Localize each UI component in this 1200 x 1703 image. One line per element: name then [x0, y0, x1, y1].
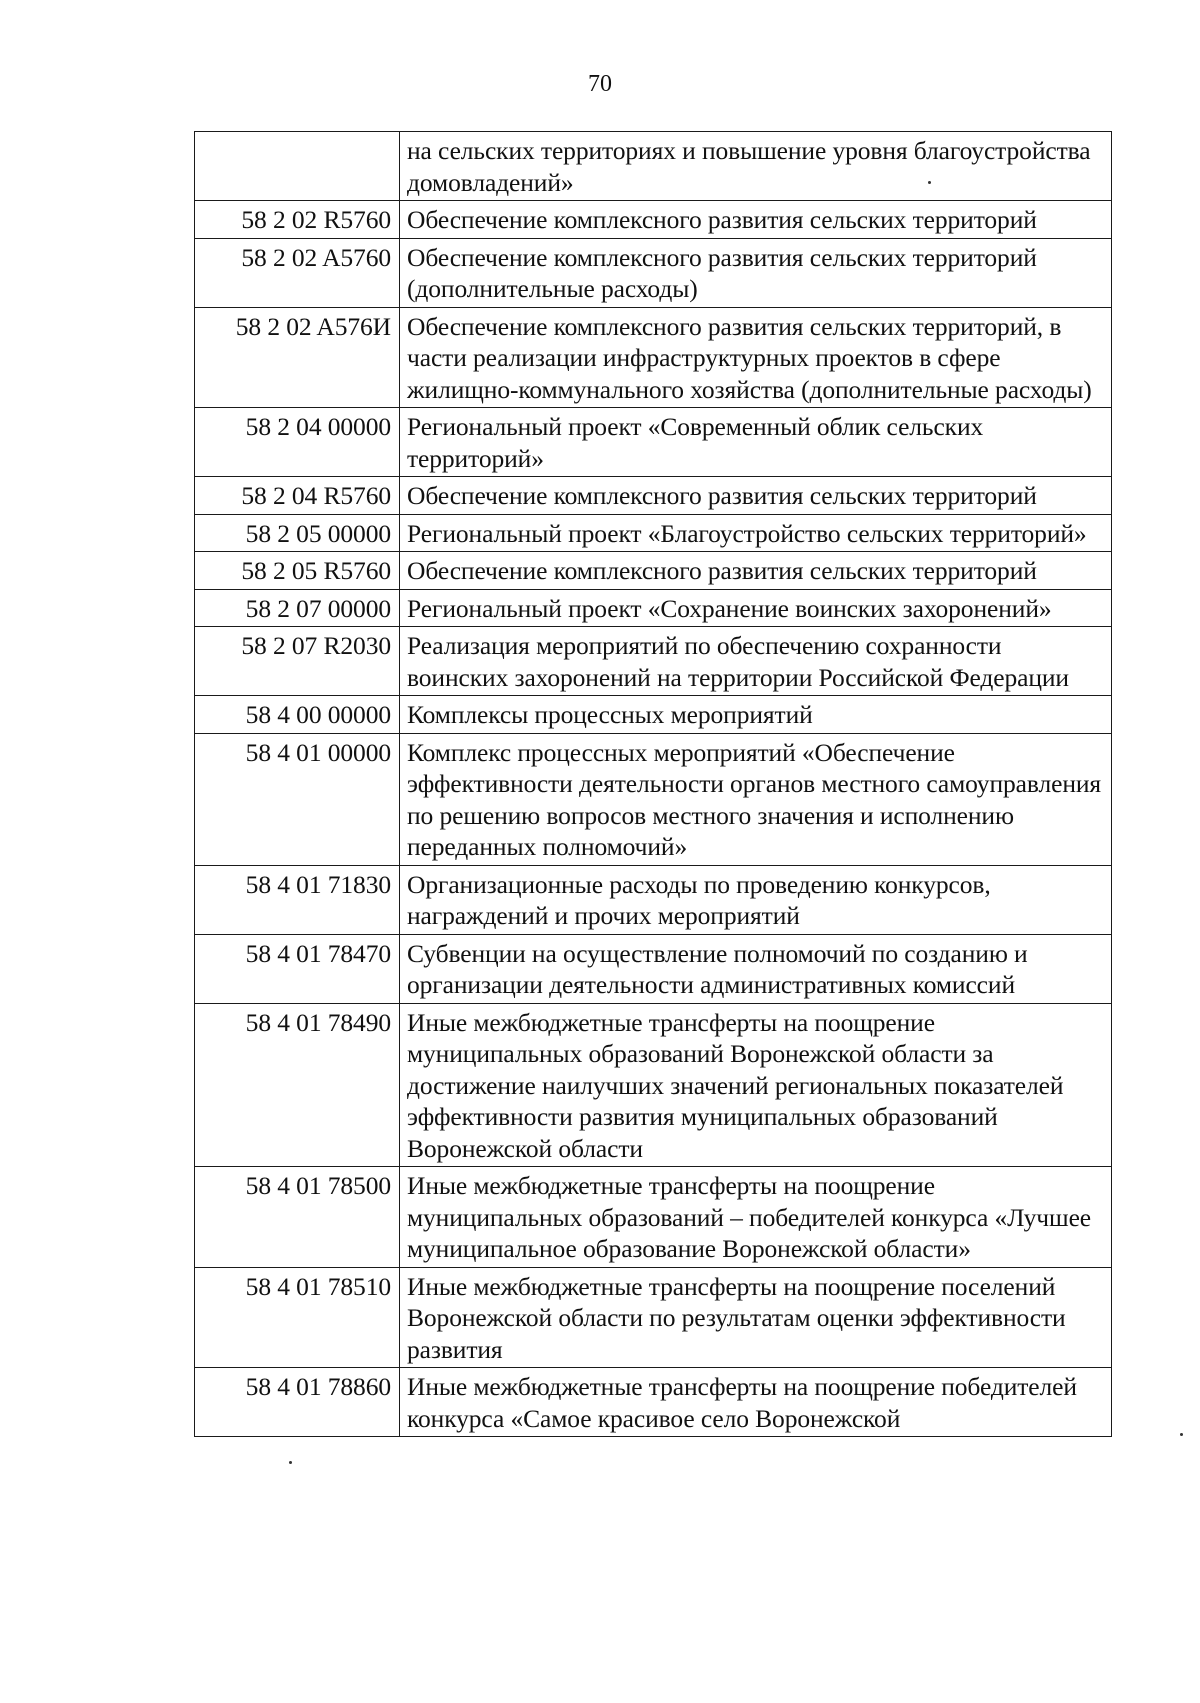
- row-code-cell: 58 2 02 A576И: [195, 307, 400, 408]
- table-row: [195, 627, 1112, 696]
- row-code-cell: 58 4 01 78860: [195, 1368, 400, 1437]
- table-row: [195, 408, 1112, 477]
- row-description-cell: Комплексы процессных мероприятий: [400, 696, 1112, 734]
- scan-speck: [1180, 1433, 1183, 1436]
- row-description-cell: Иные межбюджетные трансферты на поощрение победителей конкурса «Самое красивое село Воронежской: [400, 1368, 1112, 1437]
- row-description-cell: Организационные расходы по проведению конкурсов, награждений и прочих мероприятий: [400, 865, 1112, 934]
- row-code-cell: 58 4 01 78500: [195, 1167, 400, 1268]
- row-description-cell: Обеспечение комплексного развития сельских территорий: [400, 552, 1112, 590]
- row-description-cell: Иные межбюджетные трансферты на поощрение муниципальных образований – победителей конкурса «Лучшее муниципальное образование Воронежской области»: [400, 1167, 1112, 1268]
- row-code-cell: 58 2 05 00000: [195, 514, 400, 552]
- row-description-cell: Иные межбюджетные трансферты на поощрение муниципальных образований Воронежской области за достижение наилучших значений региональных показателей эффективности развития муниципальных образований Воронежской области: [400, 1003, 1112, 1167]
- row-code-cell: 58 4 00 00000: [195, 696, 400, 734]
- row-description-cell: Региональный проект «Благоустройство сельских территорий»: [400, 514, 1112, 552]
- row-description-cell: Иные межбюджетные трансферты на поощрение поселений Воронежской области по результатам оценки эффективности развития: [400, 1267, 1112, 1368]
- row-description-cell: Региональный проект «Сохранение воинских захоронений»: [400, 589, 1112, 627]
- table-row: [195, 733, 1112, 865]
- row-description-cell: Комплекс процессных мероприятий «Обеспечение эффективности деятельности органов местного самоуправления по решению вопросов местного значения и исполнению переданных полномочий»: [400, 733, 1112, 865]
- row-code-cell: 58 2 02 R5760: [195, 201, 400, 239]
- table-row: [195, 1003, 1112, 1167]
- scan-speck: [928, 181, 931, 184]
- table-row: [195, 307, 1112, 408]
- row-code-cell: 58 2 04 00000: [195, 408, 400, 477]
- row-code-cell: 58 2 07 R2030: [195, 627, 400, 696]
- table-row: [195, 132, 1112, 201]
- row-description-cell: Обеспечение комплексного развития сельских территорий: [400, 477, 1112, 515]
- table-row: [195, 934, 1112, 1003]
- row-description-cell: Обеспечение комплексного развития сельских территорий: [400, 201, 1112, 239]
- row-description-cell: Обеспечение комплексного развития сельских территорий, в части реализации инфраструктурных проектов в сфере жилищно-коммунального хозяйства (дополнительные расходы): [400, 307, 1112, 408]
- row-code-cell: 58 4 01 78470: [195, 934, 400, 1003]
- table-row: [195, 696, 1112, 734]
- budget-classification-table: [194, 131, 1112, 1437]
- row-code-cell: 58 4 01 71830: [195, 865, 400, 934]
- row-code-cell: [195, 132, 400, 201]
- budget-classification-table-wrap: [194, 131, 1112, 1437]
- scan-speck: [289, 1461, 292, 1464]
- row-code-cell: 58 2 07 00000: [195, 589, 400, 627]
- table-row: [195, 1167, 1112, 1268]
- row-description-cell: на сельских территориях и повышение уровня благоустройства домовладений»: [400, 132, 1112, 201]
- table-row: [195, 1368, 1112, 1437]
- row-description-cell: Субвенции на осуществление полномочий по созданию и организации деятельности административных комиссий: [400, 934, 1112, 1003]
- row-description-cell: Обеспечение комплексного развития сельских территорий (дополнительные расходы): [400, 238, 1112, 307]
- row-description-cell: Региональный проект «Современный облик сельских территорий»: [400, 408, 1112, 477]
- table-row: [195, 201, 1112, 239]
- row-code-cell: 58 4 01 78490: [195, 1003, 400, 1167]
- table-row: [195, 477, 1112, 515]
- row-code-cell: 58 2 05 R5760: [195, 552, 400, 590]
- table-row: [195, 865, 1112, 934]
- table-body: [195, 132, 1112, 1437]
- table-row: [195, 552, 1112, 590]
- table-row: [195, 589, 1112, 627]
- row-description-cell: Реализация мероприятий по обеспечению сохранности воинских захоронений на территории Российской Федерации: [400, 627, 1112, 696]
- row-code-cell: 58 2 02 A5760: [195, 238, 400, 307]
- table-row: [195, 238, 1112, 307]
- table-row: [195, 514, 1112, 552]
- row-code-cell: 58 4 01 00000: [195, 733, 400, 865]
- row-code-cell: 58 4 01 78510: [195, 1267, 400, 1368]
- table-row: [195, 1267, 1112, 1368]
- page-number: 70: [588, 71, 612, 97]
- row-code-cell: 58 2 04 R5760: [195, 477, 400, 515]
